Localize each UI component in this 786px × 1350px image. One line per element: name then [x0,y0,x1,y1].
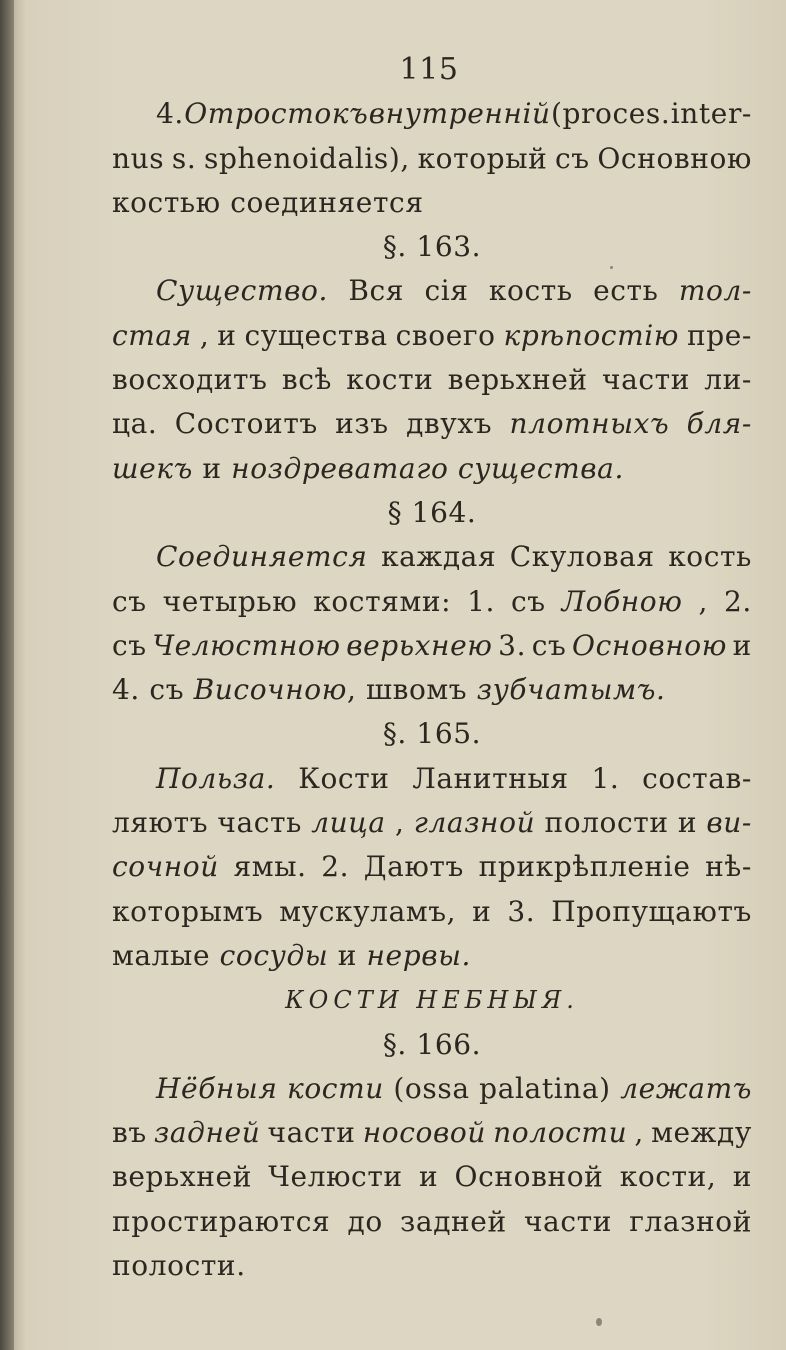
italic-word: Нёбныя [156,1071,278,1105]
word: двухъ [406,407,493,441]
word: Скуловая [509,540,655,574]
word: костями: [313,584,452,618]
italic-term: шекъ [112,451,193,485]
word: съ [531,628,567,662]
word: который [417,141,548,175]
page-number: 115 [399,52,459,87]
text-run: §. 163. [382,230,482,264]
word: Кости [298,761,390,795]
word: , [634,1116,644,1150]
italic-word: крѣпостію [503,318,680,352]
italic-word: Основною [572,628,728,662]
word: съ [555,141,590,175]
italic-word: ви- [706,806,752,840]
word: существа [244,318,388,352]
word: каждая [381,540,497,574]
word: Основною [597,141,752,175]
text-run: и [192,451,232,485]
word: части [523,1204,612,1238]
text-line [112,137,752,181]
word: нѣ- [705,850,752,884]
word: ляютъ [112,806,209,840]
text-line [112,668,752,712]
word: въ [112,1116,147,1150]
text-line [112,801,752,845]
italic-word: Отростокъ [184,97,369,131]
word: часть [217,806,302,840]
word: восходитъ [112,363,268,397]
text-line [112,1200,752,1244]
word: Вся [348,274,405,308]
ink-speck [610,266,613,269]
word: (proces. [550,97,671,131]
word: сія [424,274,469,308]
italic-word: лица [311,806,386,840]
word: Пропущаютъ [551,894,752,928]
word: 1. [591,761,620,795]
word: Основной [454,1160,604,1194]
word: и [732,1160,752,1194]
word: верьхней [447,363,588,397]
word: съ [112,584,147,618]
italic-word: Лобною [561,584,683,618]
word: четырью [162,584,298,618]
word: inter- [670,97,752,131]
text-line [112,624,752,668]
italic-word: тол- [678,274,752,308]
italic-term: нервы. [366,938,472,972]
italic-word: плотныхъ [509,407,670,441]
word: части [267,1116,356,1150]
text-run: § 164. [387,495,477,529]
page-gutter [0,0,14,1350]
word: и [217,318,237,352]
italic-word: кости [287,1071,384,1105]
word: съ [112,628,147,662]
section-number [112,225,752,269]
text-line [112,1155,752,1199]
italic-term: сосуды [219,938,329,972]
word: до [347,1204,383,1238]
word: и [677,806,698,840]
text-run: полости. [112,1249,246,1283]
word: 3. [498,628,527,662]
word: полости [544,806,669,840]
italic-term: ноздреватаго существа. [231,451,624,485]
word: 4. [156,97,184,131]
word: между [651,1116,752,1150]
italic-word: носовой [362,1116,486,1150]
text-line [112,181,752,225]
italic-word: Существо. [156,274,328,308]
word: ямы. [233,850,307,884]
word: Челюсти [268,1160,403,1194]
word: и [472,894,492,928]
word: всѣ [281,363,332,397]
italic-term: Височною [193,673,347,707]
italic-word: сочной [112,850,219,884]
text-lines [112,92,752,1288]
word: задней [400,1204,507,1238]
text-line [112,890,752,934]
text-line [112,92,752,136]
italic-word: стая [112,318,192,352]
text-run: §. 165. [382,717,482,751]
text-line [112,447,752,491]
word: простираются [112,1204,331,1238]
word: ца. [112,407,158,441]
text-line [112,1111,752,1155]
word: 2. [321,850,350,884]
word: 1. [467,584,496,618]
word: и [732,628,752,662]
word: , [698,584,709,618]
text-line [112,314,752,358]
section-number [112,491,752,535]
page-text [112,48,752,1288]
text-run: §. 166. [382,1027,482,1061]
word: Ланитныя [412,761,569,795]
italic-word: полости [493,1116,628,1150]
italic-word: задней [153,1116,261,1150]
text-line [112,580,752,624]
section-heading [112,978,752,1022]
italic-word: Соединяется [156,540,368,574]
text-line [112,535,752,579]
text-run: и [328,938,367,972]
word: Состоитъ [174,407,318,441]
word: , [394,806,405,840]
word: прикрѣпленіе [478,850,691,884]
text-run: костью соединяется [112,185,424,219]
italic-word: глазной [413,806,536,840]
word: 2. [723,584,752,618]
text-run: 4. съ [112,673,194,707]
text-line [112,269,752,313]
text-run: малые [112,938,220,972]
text-line [112,757,752,801]
word: верьхней [112,1160,252,1194]
section-number [112,1023,752,1067]
word: глазной [629,1204,752,1238]
word: кость [668,540,752,574]
text-line [112,358,752,402]
word: пре- [686,318,752,352]
word: мускуламъ, [279,894,457,928]
text-line [112,934,752,978]
word: s. [171,141,197,175]
italic-word: Челюстною [152,628,341,662]
word: состав- [642,761,752,795]
section-number [112,712,752,756]
word: изъ [335,407,389,441]
word: съ [510,584,546,618]
word: кости [346,363,434,397]
word: 3. [507,894,536,928]
word: sphenoidalis), [204,141,410,175]
italic-word: Польза. [156,761,276,795]
ink-speck [596,1318,602,1326]
italic-word: лежатъ [620,1071,752,1105]
word: и [418,1160,439,1194]
text-line [112,845,752,889]
text-line [112,402,752,446]
italic-term: зубчатымъ. [476,673,666,707]
word: которымъ [112,894,264,928]
italic-word: бля- [686,407,752,441]
italic-word: внутренній [368,97,551,131]
word: (ossa [393,1071,470,1105]
word: части [601,363,691,397]
text-line [112,1067,752,1111]
word: своего [395,318,496,352]
word: кость [488,274,573,308]
word: , [199,318,210,352]
word: кости, [619,1160,717,1194]
word: palatina) [479,1071,611,1105]
word: nus [112,141,165,175]
text-run: , швомъ [346,673,477,707]
word: ли- [704,363,752,397]
word: Даютъ [363,850,464,884]
text-line [112,1244,752,1288]
italic-word: верьхнею [346,628,493,662]
italic-term: КОСТИ НЕБНЫЯ. [285,986,579,1015]
word: есть [593,274,659,308]
